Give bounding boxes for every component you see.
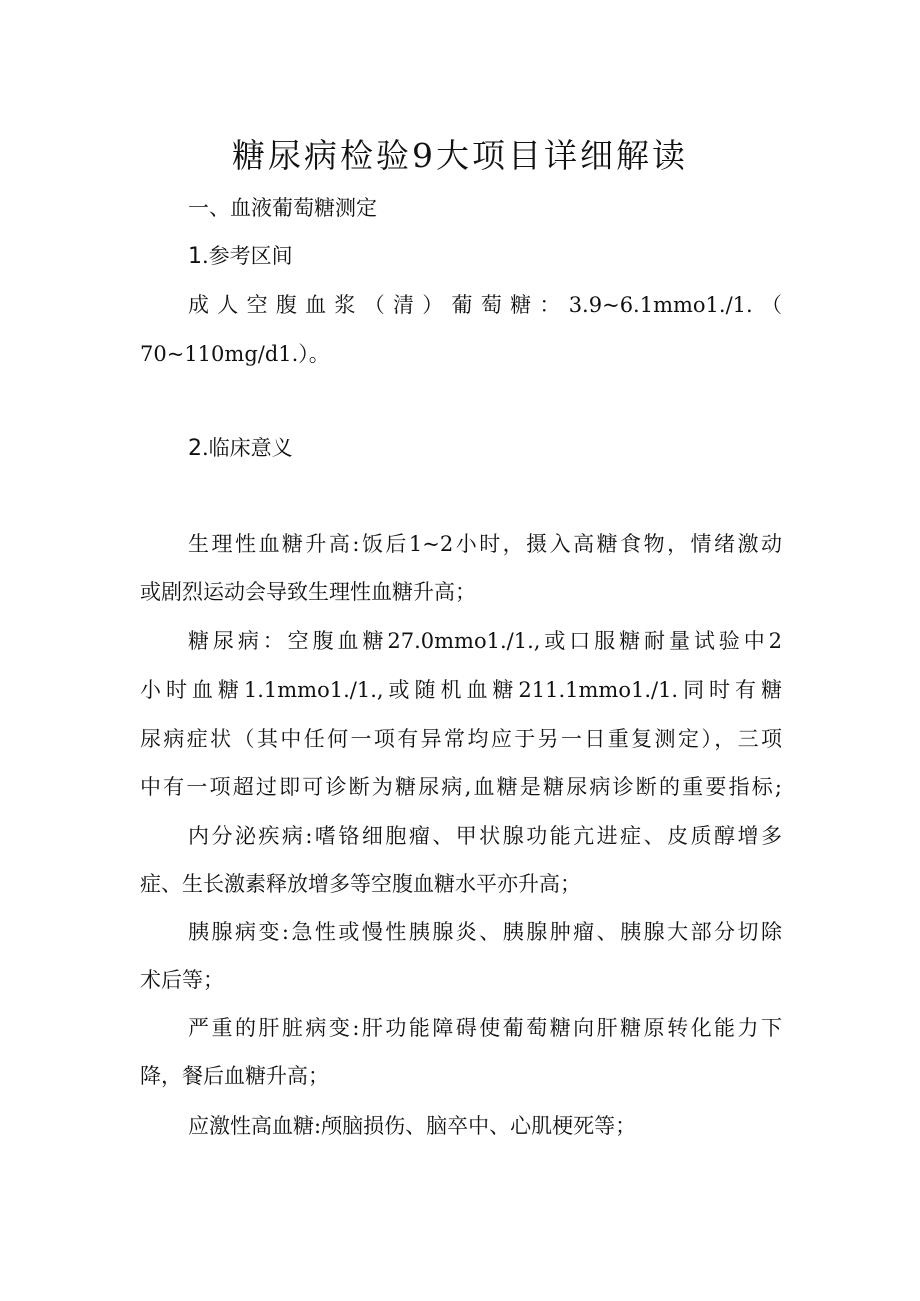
reference-range-line: 70~110mg/d1.）。 xyxy=(140,342,330,366)
paragraph-line: 尿病症状（其中任何一项有异常均应于另一日重复测定），三项 xyxy=(140,727,782,751)
paragraph-line: 胰腺病变:急性或慢性胰腺炎、胰腺肿瘤、胰腺大部分切除 xyxy=(188,920,782,944)
subsection-number: 1 xyxy=(188,244,202,269)
paragraph-line: 应激性高血糖:颅脑损伤、脑卒中、心肌梗死等； xyxy=(188,1114,637,1138)
subsection-heading-clinical-significance xyxy=(188,433,293,464)
subsection-label: .参考区间 xyxy=(202,244,293,268)
section-heading-blood-glucose: 一、血液葡萄糖测定 xyxy=(188,196,377,220)
subsection-label: .临床意义 xyxy=(202,436,293,460)
paragraph-line: 小时血糖1.1mmo1./1.,或随机血糖211.1mmo1./1.同时有糖 xyxy=(140,678,782,702)
paragraph-line: 严重的肝脏病变:肝功能障碍使葡萄糖向肝糖原转化能力下 xyxy=(188,1016,782,1040)
document-title: 糖尿病检验9大项目详细解读 xyxy=(232,136,688,175)
paragraph-line: 或剧烈运动会导致生理性血糖升高； xyxy=(140,580,476,604)
paragraph-line: 生理性血糖升高:饭后1~2小时，摄入高糖食物，情绪激动 xyxy=(188,532,782,556)
paragraph-line: 中有一项超过即可诊断为糖尿病,血糖是糖尿病诊断的重要指标; xyxy=(140,775,782,799)
reference-range-line: 成人空腹血浆（清）葡萄糖：3.9~6.1mmo1./1.（ xyxy=(188,293,782,317)
paragraph-line: 内分泌疾病:嗜铬细胞瘤、甲状腺功能亢进症、皮质醇增多 xyxy=(188,824,782,848)
paragraph-line: 降，餐后血糖升高； xyxy=(140,1064,329,1088)
paragraph-line: 术后等； xyxy=(140,968,224,992)
paragraph-line: 症、生长激素释放增多等空腹血糖水平亦升高； xyxy=(140,872,581,896)
paragraph-line: 糖尿病：空腹血糖27.0mmo1./1.,或口服糖耐量试验中2 xyxy=(188,629,782,653)
subsection-number: 2 xyxy=(188,436,202,461)
subsection-heading-reference-range xyxy=(188,241,293,272)
